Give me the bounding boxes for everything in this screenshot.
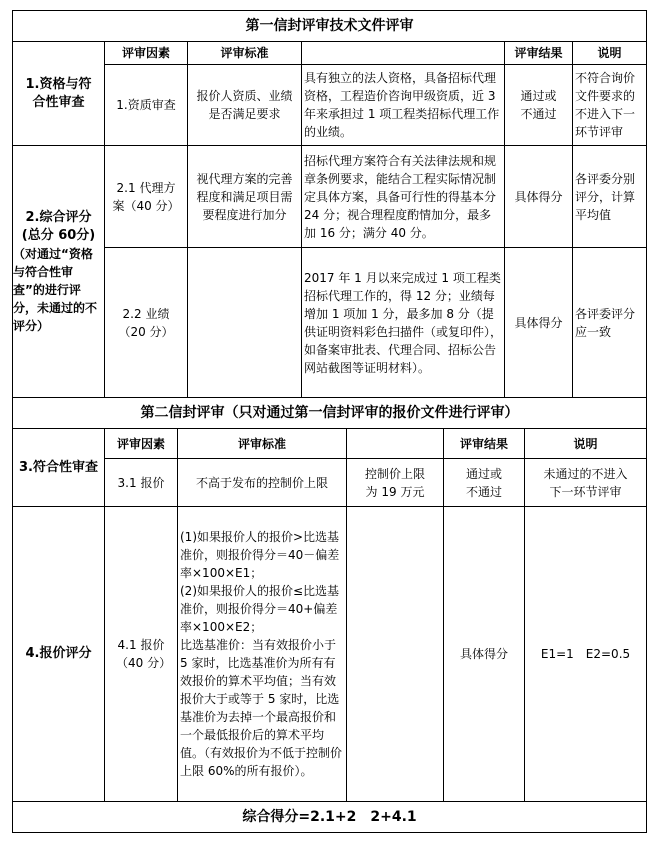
note-cell: 未通过的不进入下一环节评审: [525, 459, 647, 507]
detail-cell: 2017 年 1 月以来完成过 1 项工程类招标代理工作的，得 12 分；业绩每增加 1 项加 1 分，最多加 8 分（提供证明资料彩色扫描件（或复印件），如备案审批表、代理合同、招标公告网站截图等证明材料）。: [302, 248, 505, 398]
note-cell: 各评委评分应一致: [573, 248, 647, 398]
factor-cell: 3.1 报价: [105, 459, 178, 507]
section4-label: 4.报价评分: [13, 507, 105, 802]
standard-cell: [178, 507, 347, 802]
envelope2-title: 第二信封评审（只对通过第一信封评审的报价文件进行评审）: [13, 398, 647, 429]
section2-label: 2.综合评分 (总分 60分) （对通过“资格与符合性审查”的进行评分，未通过的不评分）: [13, 146, 105, 398]
standard-cell: 不高于发布的控制价上限: [178, 459, 347, 507]
result-cell: 具体得分: [505, 248, 573, 398]
section1-label: 1.资格与符合性审查: [13, 42, 105, 146]
factor-cell: 4.1 报价（40 分）: [105, 507, 178, 802]
note-cell: 各评委分别评分，计算平均值: [573, 146, 647, 248]
formula-line: 比选基准价：当有效报价小于 5 家时，比选基准价为所有有效报价的算术平均值；当有效报价大于或等于 5 家时，比选基准价为去掉一个最高报价和一个最低报价后的算术平均值。（有效报价为不低于控制价上限 60%的所有报价）。: [180, 638, 343, 778]
factor-cell: 2.1 代理方案（40 分）: [105, 146, 188, 248]
note-cell: E1=1 E2=0.5: [525, 507, 647, 802]
header-factor: 评审因素: [105, 42, 188, 65]
standard-cell: [188, 248, 302, 398]
header-blank: [302, 42, 505, 65]
detail-cell: 具有独立的法人资格，具备招标代理资格，工程造价咨询甲级资质，近 3 年来承担过 1 项工程类招标代理工作的业绩。: [302, 65, 505, 146]
factor-cell: 2.2 业绩（20 分）: [105, 248, 188, 398]
header-result: 评审结果: [505, 42, 573, 65]
header-factor: 评审因素: [105, 429, 178, 459]
total-score-formula: 综合得分=2.1+2 2+4.1: [13, 802, 647, 833]
result-cell: 具体得分: [505, 146, 573, 248]
standard-cell: 报价人资质、业绩是否满足要求: [188, 65, 302, 146]
evaluation-table: [12, 10, 646, 833]
envelope1-title: 第一信封评审技术文件评审: [13, 11, 647, 42]
detail-cell: [347, 507, 444, 802]
standard-cell: 视代理方案的完善程度和满足项目需要程度进行加分: [188, 146, 302, 248]
detail-cell: 招标代理方案符合有关法律法规和规章条例要求，能结合工程实际情况制定具体方案，具备可行性的得基本分 24 分；视合理程度酌情加分，最多加 16 分；满分 40 分。: [302, 146, 505, 248]
section3-label: 3.符合性审查: [13, 429, 105, 507]
header-result: 评审结果: [444, 429, 525, 459]
note-cell: 不符合询价文件要求的不进入下一环节评审: [573, 65, 647, 146]
header-standard: 评审标准: [188, 42, 302, 65]
formula-line: (1)如果报价人的报价>比选基准价，则报价得分＝40－偏差率×100×E1；: [180, 530, 340, 580]
header-blank: [347, 429, 444, 459]
formula-line: (2)如果报价人的报价≤比选基准价，则报价得分＝40+偏差率×100×E2；: [180, 584, 340, 634]
envelope1-table: [12, 10, 647, 398]
factor-cell: 1.资质审查: [105, 65, 188, 146]
result-cell: 通过或不通过: [505, 65, 573, 146]
envelope2-table: [12, 397, 647, 833]
result-cell: 具体得分: [444, 507, 525, 802]
detail-cell: 控制价上限为 19 万元: [347, 459, 444, 507]
header-note: 说明: [573, 42, 647, 65]
header-standard: 评审标准: [178, 429, 347, 459]
header-note: 说明: [525, 429, 647, 459]
result-cell: 通过或不通过: [444, 459, 525, 507]
